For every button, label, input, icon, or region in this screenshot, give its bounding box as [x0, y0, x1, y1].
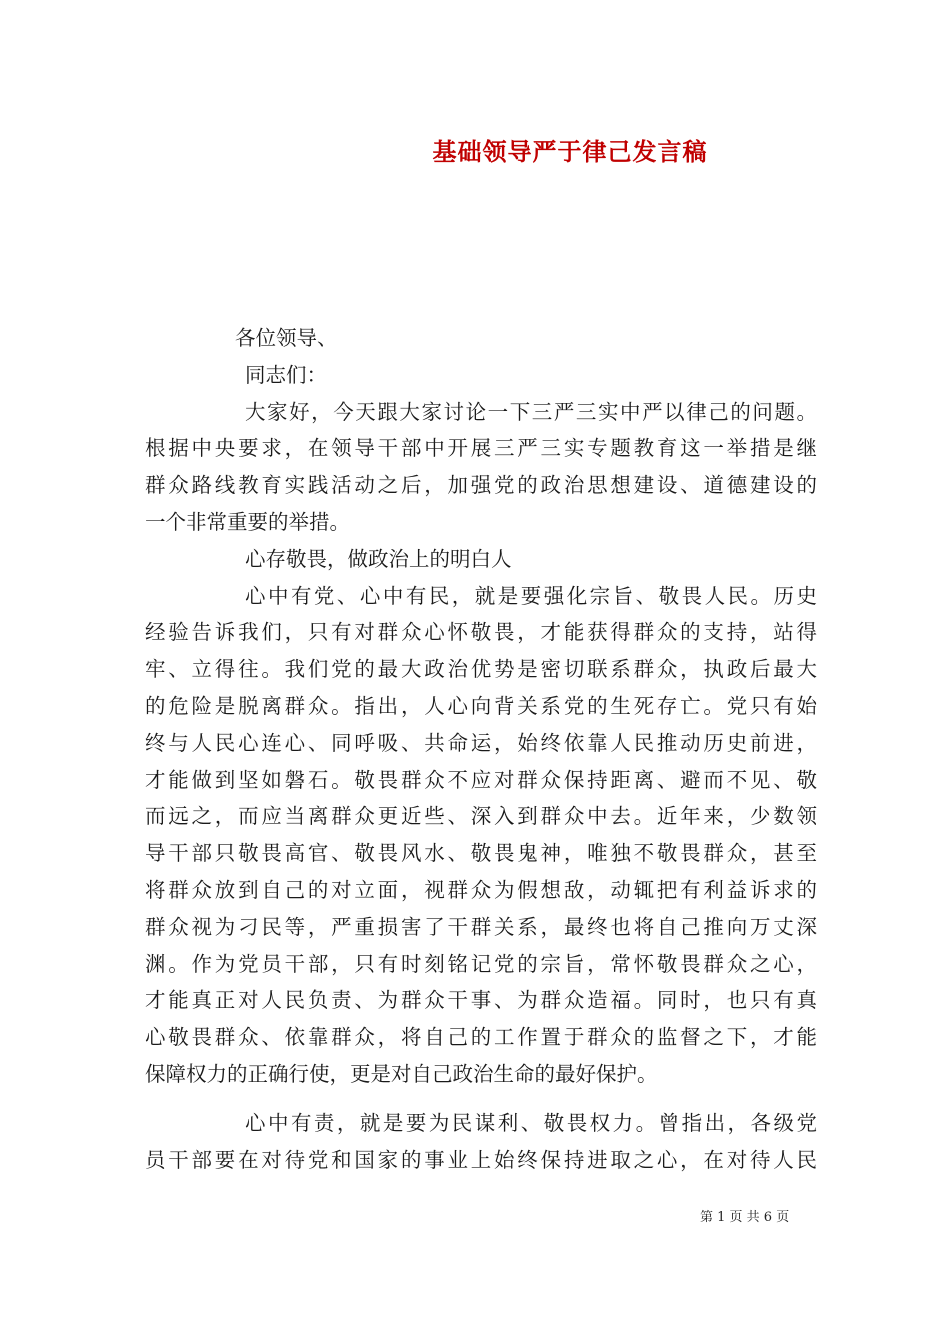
paragraph-2-line: 终与人民心连心、同呼吸、共命运，始终依靠人民推动历史前进， [145, 730, 817, 755]
paragraph-2-line: 才能真正对人民负责、为群众干事、为群众造福。同时，也只有真 [145, 988, 817, 1013]
paragraph-2-line: 将群众放到自己的对立面，视群众为假想敌，动辄把有利益诉求的 [145, 877, 817, 902]
paragraph-2-line: 保障权力的正确行使，更是对自己政治生命的最好保护。 [145, 1061, 658, 1086]
paragraph-2-line: 心敬畏群众、依靠群众，将自己的工作置于群众的监督之下，才能 [145, 1025, 817, 1050]
salutation-leaders: 各位领导、 [235, 326, 338, 350]
paragraph-2-line: 心中有党、心中有民，就是要强化宗旨、敬畏人民。历史 [245, 583, 817, 608]
paragraph-1-line: 根据中央要求，在领导干部中开展三严三实专题教育这一举措是继 [145, 436, 817, 461]
paragraph-2-line: 经验告诉我们，只有对群众心怀敬畏，才能获得群众的支持，站得 [145, 620, 817, 645]
paragraph-3-line: 员干部要在对待党和国家的事业上始终保持进取之心，在对待人民 [145, 1147, 817, 1172]
paragraph-3-line: 心中有责，就是要为民谋利、敬畏权力。曾指出，各级党 [245, 1110, 817, 1135]
paragraph-1-line: 一个非常重要的举措。 [145, 509, 350, 534]
paragraph-1-line: 群众路线教育实践活动之后，加强党的政治思想建设、道德建设的 [145, 473, 817, 498]
page-number-footer: 第 1 页 共 6 页 [700, 1210, 790, 1225]
paragraph-2-line: 才能做到坚如磐石。敬畏群众不应对群众保持距离、避而不见、敬 [145, 767, 817, 792]
paragraph-2-line: 而远之，而应当离群众更近些、深入到群众中去。近年来，少数领 [145, 804, 817, 829]
paragraph-2-line: 的危险是脱离群众。指出，人心向背关系党的生死存亡。党只有始 [145, 693, 817, 718]
paragraph-2-line: 导干部只敬畏高官、敬畏风水、敬畏鬼神，唯独不敬畏群众，甚至 [145, 841, 817, 866]
salutation-comrades: 同志们： [245, 362, 327, 387]
document-body [145, 320, 817, 1178]
paragraph-2-line: 群众视为刁民等，严重损害了干群关系，最终也将自己推向万丈深 [145, 914, 817, 939]
section-heading: 心存敬畏，做政治上的明白人 [245, 546, 512, 571]
paragraph-1-line: 大家好，今天跟大家讨论一下三严三实中严以律己的问题。 [245, 399, 817, 424]
document-title: 基础领导严于律己发言稿 [432, 137, 708, 166]
paragraph-2-line: 牢、立得往。我们党的最大政治优势是密切联系群众，执政后最大 [145, 657, 817, 682]
paragraph-2-line: 渊。作为党员干部，只有时刻铭记党的宗旨，常怀敬畏群众之心， [145, 951, 817, 976]
